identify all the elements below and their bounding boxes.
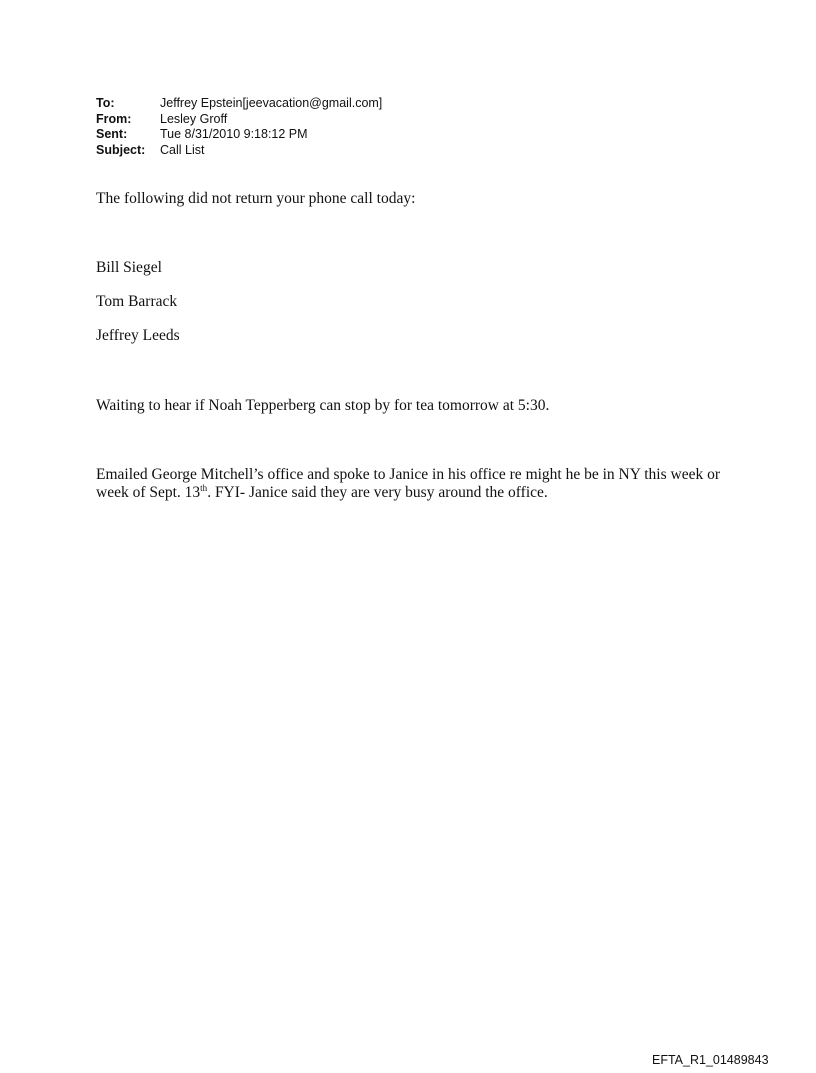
email-header [96,96,382,158]
sent-label: Sent: [96,127,128,141]
name-item: Bill Siegel [96,259,162,276]
emailed-text-part2: . FYI- Janice said they are very busy around the office. [207,484,548,501]
from-label: From: [96,111,132,126]
name-item: Tom Barrack [96,293,178,310]
subject-row [96,143,382,159]
intro-line: The following did not return your phone call today: [96,190,416,207]
waiting-line: Waiting to hear if Noah Tepperberg can stop by for tea tomorrow at 5:30. [96,397,550,414]
to-label: To: [96,96,115,110]
sent-row [96,127,382,143]
subject-label: Subject: [96,142,146,157]
emailed-text-part1: Emailed George Mitchell’s office and spoke to Janice in his office re might he be in NY this week or week of Sept. 13 [96,466,720,501]
to-row [96,96,382,112]
name-item: Jeffrey Leeds [96,327,180,344]
from-row [96,112,382,128]
subject-value: Call List [160,142,205,157]
sent-value: Tue 8/31/2010 9:18:12 PM [160,127,308,141]
from-value: Lesley Groff [160,111,228,126]
to-value: Jeffrey Epstein[jeevacation@gmail.com] [160,96,383,110]
ordinal-suffix: th [200,482,208,493]
emailed-paragraph [96,466,736,502]
document-id: EFTA_R1_01489843 [652,1053,769,1067]
